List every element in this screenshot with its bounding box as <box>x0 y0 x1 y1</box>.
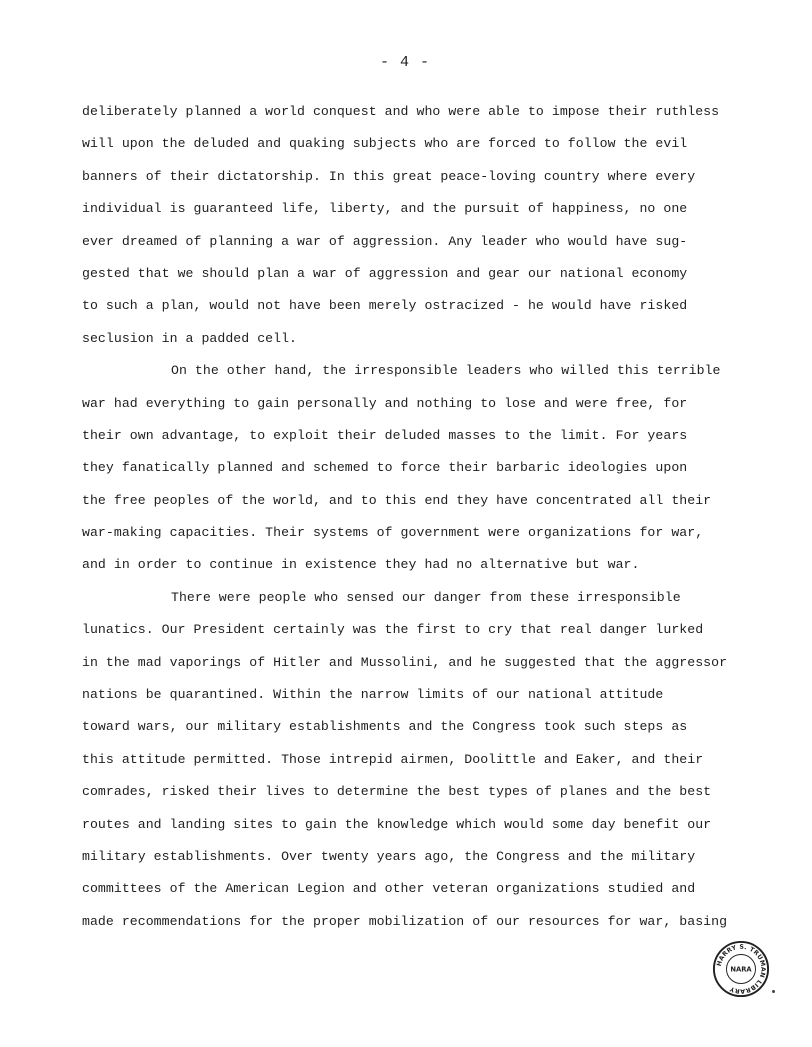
text-line: routes and landing sites to gain the knowledge which would some day benefit our <box>82 816 712 832</box>
text-line: they fanatically planned and schemed to force their barbaric ideologies upon <box>82 460 688 476</box>
seal-outer-text: HARRY S. TRUMAN LIBRARY <box>715 943 767 995</box>
text-line: banners of their dictatorship. In this great peace-loving country where every <box>82 168 696 184</box>
text-line: lunatics. Our President certainly was the first to cry that real danger lurked <box>82 622 704 638</box>
text-line: seclusion in a padded cell. <box>82 330 298 346</box>
text-line: and in order to continue in existence they had no alternative but war. <box>82 557 640 573</box>
paragraph-first-line: There were people who sensed our danger from these irresponsible <box>171 589 681 605</box>
text-line: the free peoples of the world, and to this end they have concentrated all their <box>82 492 712 508</box>
text-line: military establishments. Over twenty years ago, the Congress and the military <box>82 848 696 864</box>
text-line: individual is guaranteed life, liberty, and the pursuit of happiness, no one <box>82 201 688 217</box>
text-line: this attitude permitted. Those intrepid airmen, Doolittle and Eaker, and their <box>82 751 704 767</box>
text-line: committees of the American Legion and other veteran organizations studied and <box>82 881 696 897</box>
text-line: war had everything to gain personally and nothing to lose and were free, for <box>82 395 688 411</box>
text-line: made recommendations for the proper mobilization of our resources for war, basing <box>82 913 728 929</box>
ink-mark <box>772 990 775 993</box>
text-line: their own advantage, to exploit their deluded masses to the limit. For years <box>82 427 688 443</box>
library-seal-stamp <box>712 940 770 998</box>
paragraph-first-line: On the other hand, the irresponsible leaders who willed this terrible <box>171 363 721 379</box>
text-line: comrades, risked their lives to determine the best types of planes and the best <box>82 784 712 800</box>
seal-center-text: NARA <box>730 965 752 974</box>
text-line: will upon the deluded and quaking subjects who are forced to follow the evil <box>82 136 688 152</box>
text-line: to such a plan, would not have been merely ostracized - he would have risked <box>82 298 688 314</box>
page-number: - 4 - <box>380 54 431 71</box>
text-line: in the mad vaporings of Hitler and Mussolini, and he suggested that the aggressor <box>82 654 728 670</box>
text-line: nations be quarantined. Within the narrow limits of our national attitude <box>82 687 664 703</box>
text-line: ever dreamed of planning a war of aggression. Any leader who would have sug- <box>82 233 688 249</box>
text-line: deliberately planned a world conquest and who were able to impose their ruthless <box>82 104 720 119</box>
text-line: gested that we should plan a war of aggression and gear our national economy <box>82 265 688 281</box>
text-line: war-making capacities. Their systems of government were organizations for war, <box>82 525 704 541</box>
text-line: toward wars, our military establishments and the Congress took such steps as <box>82 719 688 735</box>
body-text <box>82 96 742 938</box>
